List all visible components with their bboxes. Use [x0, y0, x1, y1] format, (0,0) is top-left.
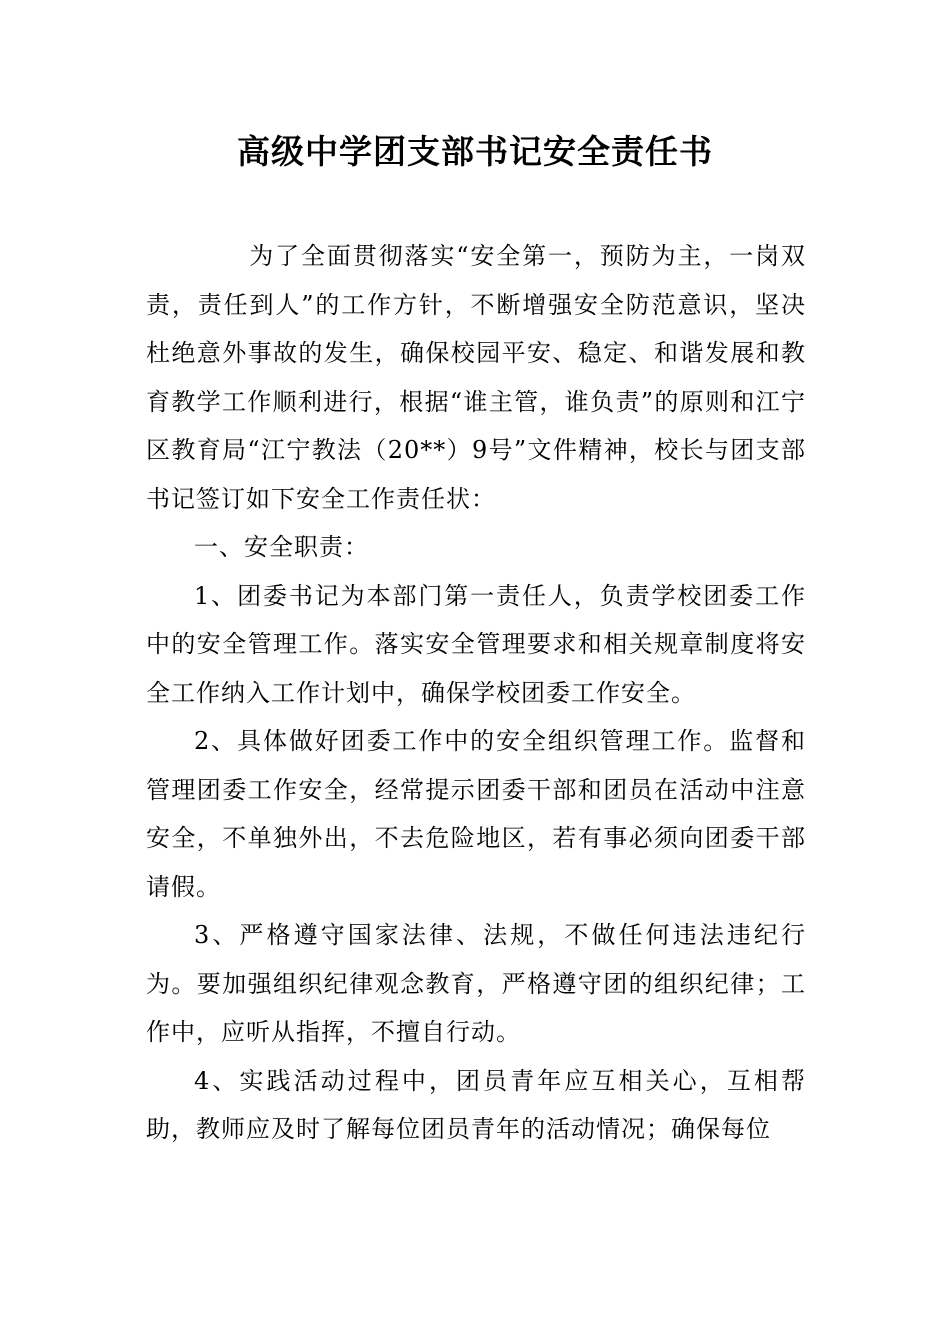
intro-paragraph: 为了全面贯彻落实“安全第一，预防为主，一岗双责，责任到人”的工作方针，不断增强安全防范意识，坚决杜绝意外事故的发生，确保校园平安、稳定、和谐发展和教育教学工作顺利进行，根据“谁主管，谁负责”的原则和江宁区教育局“江宁教法（20**）9号”文件精神，校长与团支部书记签订如下安全工作责任状：: [146, 242, 806, 513]
duty-item-2: 2、具体做好团委工作中的安全组织管理工作。监督和管理团委工作安全，经常提示团委干部和团员在活动中注意安全，不单独外出，不去危险地区，若有事必须向团委干部请假。: [146, 727, 806, 901]
document-body: [146, 232, 806, 1154]
duty-item-1: 1、团委书记为本部门第一责任人，负责学校团委工作中的安全管理工作。落实安全管理要求和相关规章制度将安全工作纳入工作计划中，确保学校团委工作安全。: [146, 581, 806, 707]
duty-item-4: 4、实践活动过程中，团员青年应互相关心，互相帮助，教师应及时了解每位团员青年的活动情况；确保每位: [146, 1066, 806, 1143]
section-heading-safety-duties: 一、安全职责：: [194, 533, 369, 561]
document-title: 高级中学团支部书记安全责任书: [237, 132, 713, 171]
duty-item-3: 3、严格遵守国家法律、法规，不做任何违法违纪行为。要加强组织纪律观念教育，严格遵守团的组织纪律；工作中，应听从指挥，不擅自行动。: [146, 921, 806, 1046]
